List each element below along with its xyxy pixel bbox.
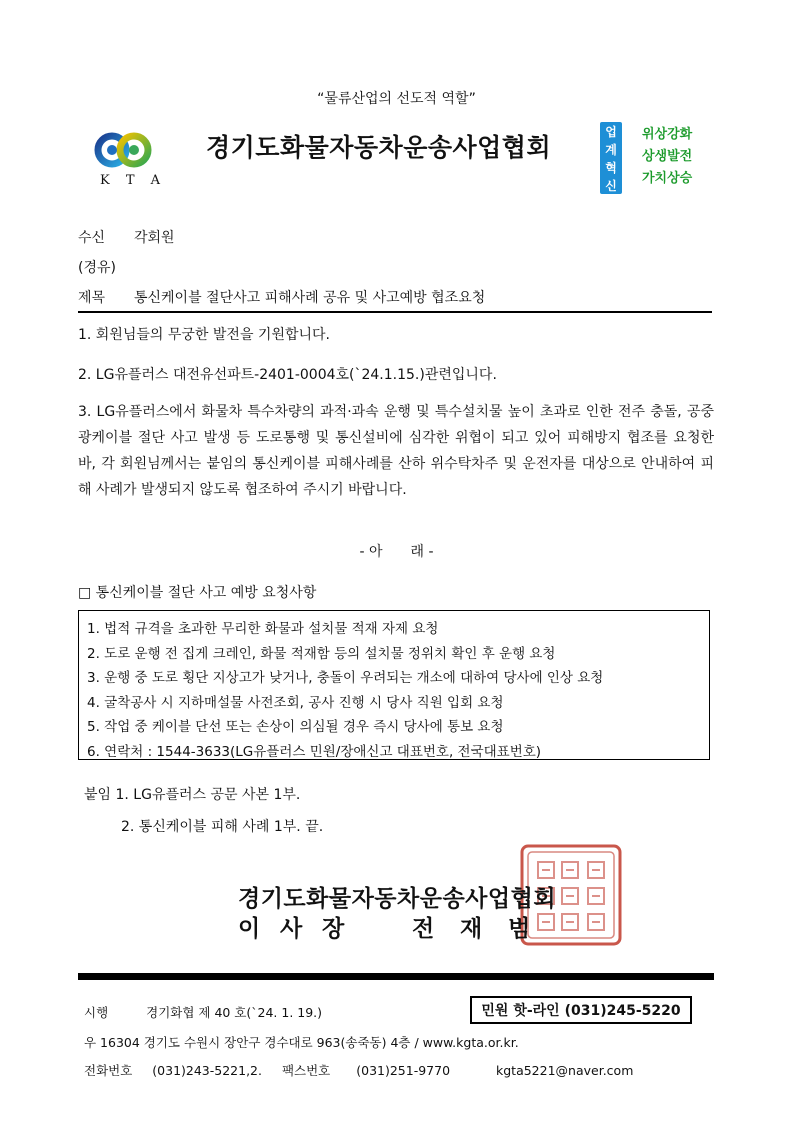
name-char: 전 (412, 916, 435, 942)
recipient-label: 수신 (78, 230, 106, 246)
request-item: 4. 굴착공사 시 지하매설물 사전조회, 공사 진행 시 당사 직원 입회 요청 (87, 694, 504, 711)
center-note: - 아 래 - (359, 544, 434, 560)
badge-char: 업 (605, 124, 617, 139)
email: kgta5221@naver.com (496, 1063, 634, 1078)
mottos (642, 124, 692, 190)
motto: 위상강화 (642, 127, 693, 142)
org-title: 경기도화물자동차운송사업협회 (206, 133, 552, 162)
name-char: 이 (238, 916, 261, 942)
enforce-value: 경기화협 제 40 호(`24. 1. 19.) (146, 1005, 323, 1020)
address-line: 우 16304 경기도 수원시 장안구 경수대로 963(송죽동) 4층 / www.kgta.or.kr. (84, 1035, 519, 1050)
attachment-2: 2. 통신케이블 피해 사례 1부. 끝. (121, 819, 324, 835)
name-char: 범 (508, 916, 531, 942)
subject-label: 제목 (78, 290, 106, 306)
badge-char: 계 (605, 142, 617, 157)
signature-org: 경기도화물자동차운송사업협회 (238, 886, 557, 912)
request-item: 3. 운행 중 도로 횡단 지상고가 낮거나, 충돌이 우려되는 개소에 대하여 당사에 인상 요청 (87, 670, 604, 686)
phone: (031)243-5221,2. (152, 1063, 262, 1078)
name-char: 사 (280, 916, 303, 942)
badge-char: 혁 (605, 160, 617, 175)
request-heading: □ 통신케이블 절단 사고 예방 요청사항 (78, 585, 317, 601)
signature-name (238, 910, 530, 943)
paragraph-1: 1. 회원님들의 무궁한 발전을 기원합니다. (78, 327, 330, 343)
badge-char: 신 (605, 178, 617, 193)
paragraph-2: 2. LG유플러스 대전유선파트-2401-0004호(`24.1.15.)관련입니다. (78, 367, 497, 383)
motto: 가치상승 (642, 171, 693, 186)
request-item: 6. 연락처 : 1544-3633(LG유플러스 민원/장애신고 대표번호, 전국대표번호) (87, 743, 542, 760)
name-char: 재 (460, 916, 483, 942)
fax-label: 팩스번호 (281, 1063, 331, 1078)
hotline-box: 민원 핫-라인 (031)245-5220 (470, 996, 692, 1024)
phone-label: 전화번호 (84, 1063, 133, 1078)
recipient-line (78, 227, 175, 247)
motto: 상생발전 (642, 149, 693, 164)
request-item: 5. 작업 중 케이블 단선 또는 손상이 의심될 경우 즉시 당사에 통보 요청 (87, 719, 504, 735)
via-line: (경유) (78, 260, 116, 276)
fax: (031)251-9770 (356, 1063, 451, 1078)
contact-line (84, 1061, 633, 1079)
subject-line (78, 287, 485, 307)
name-char: 장 (322, 916, 345, 942)
paragraph-3: 3. LG유플러스에서 화물차 특수차량의 과적·과속 운행 및 특수설치물 높이 초과로 인한 전주 충돌, 공중 광케이블 절단 사고 발생 등 도로통행 및 통신설비에 심각한 위협이 되고 있어 피해방지 협조를 요청한 바, 각 회원님께서는 붙임의 통신케이블 피해사례를 산하 위수탁차주 및 운전자를 대상으로 안내하여 피해 사례가 발생되지 않도록 협조하여 주시기 바랍니다. (78, 404, 714, 498)
innovation-badge (600, 122, 622, 194)
footer-divider (78, 973, 714, 980)
attachment-1: 붙임 1. LG유플러스 공문 사본 1부. (84, 787, 301, 803)
divider (78, 311, 712, 313)
request-box (78, 610, 710, 760)
enforcement-line (84, 1003, 322, 1021)
recipient: 각회원 (133, 230, 175, 246)
request-item: 1. 법적 규격을 초과한 무리한 화물과 설치물 적재 자제 요청 (87, 621, 439, 637)
subject: 통신케이블 절단사고 피해사례 공유 및 사고예방 협조요청 (133, 290, 486, 306)
logo-text: K T A (100, 173, 167, 188)
request-item: 2. 도로 운행 전 집게 크레인, 화물 적재함 등의 설치물 정위치 확인 후 운행 요청 (87, 645, 556, 662)
slogan: “물류산업의 선도적 역할” (317, 91, 476, 107)
enforce-label: 시행 (84, 1005, 109, 1020)
